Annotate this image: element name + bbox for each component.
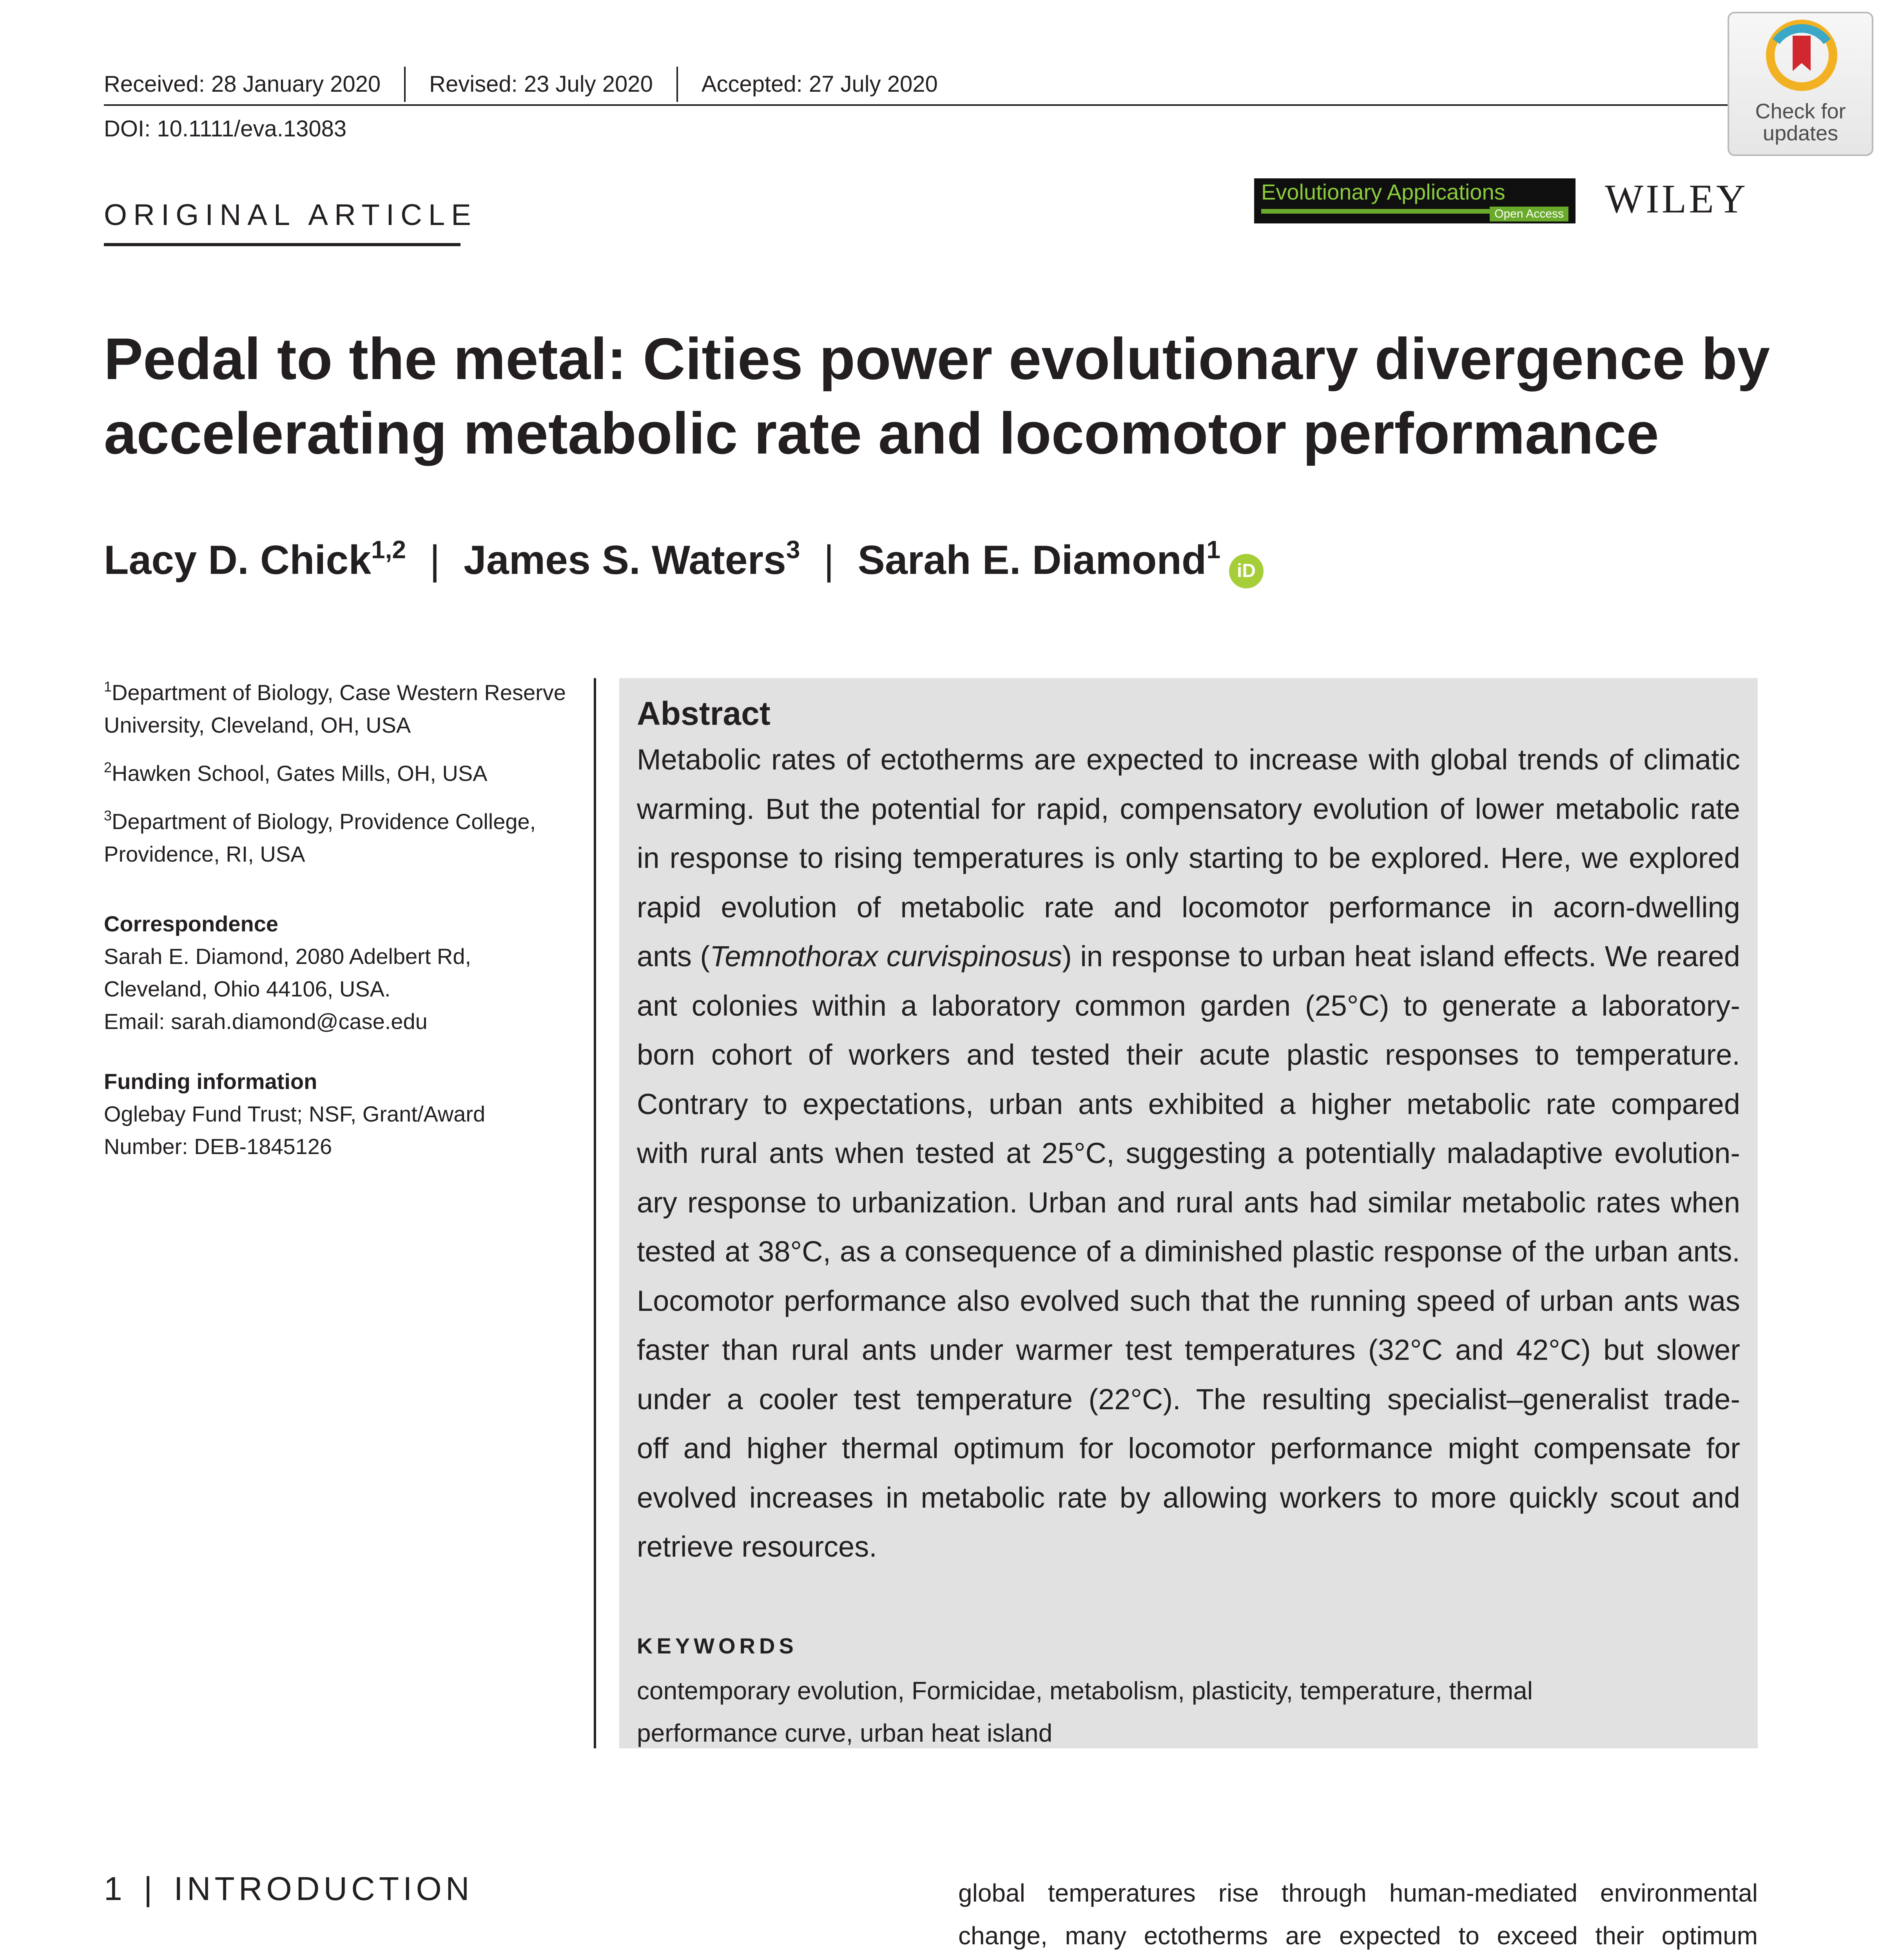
abstract-line: born cohort of workers and tested their acute plastic responses to temperature. bbox=[637, 1038, 1740, 1071]
column-divider bbox=[594, 678, 596, 1748]
abstract-line: warming. But the potential for rapid, compensatory evolution of lower metabolic rate bbox=[637, 792, 1740, 825]
abstract-line: Contrary to expectations, urban ants exhibited a higher metabolic rate compared bbox=[637, 1087, 1740, 1120]
abstract-line: ants (Temnothorax curvispinosus) in response to urban heat island effects. We reared bbox=[637, 940, 1741, 973]
abstract-line: under a cooler test temperature (22°C). The resulting specialist–generalist trade- bbox=[637, 1383, 1740, 1416]
check-for-updates-label: Check for updates bbox=[1755, 100, 1846, 145]
keywords-list: contemporary evolution, Formicidae, metabolism, plasticity, temperature, thermal performance curve, urban heat island bbox=[637, 1676, 1533, 1747]
funding-line: Number: DEB-1845126 bbox=[104, 1134, 332, 1159]
author-name[interactable]: Lacy D. Chick$^{1,2}$ bbox=[104, 535, 406, 583]
intro-column-right bbox=[958, 1872, 1758, 1960]
title-line: Pedal to the metal: Cities power evolutionary divergence by bbox=[104, 326, 1770, 392]
journal-logo-name: Evolutionary Applications bbox=[1261, 180, 1505, 204]
body-text-line bbox=[104, 1958, 897, 1960]
abstract-heading: Abstract bbox=[637, 695, 771, 732]
section-heading: 1 | INTRODUCTION bbox=[104, 1870, 473, 1907]
article-type-underline bbox=[104, 243, 461, 246]
publisher-logo[interactable]: WILEY bbox=[1605, 176, 1748, 221]
accepted-date: Accepted: 27 July 2020 bbox=[676, 67, 961, 102]
author-info-column bbox=[104, 670, 586, 1163]
open-access-badge: Open Access bbox=[1490, 207, 1568, 221]
affiliation: $^2$Hawken School, Gates Mills, OH, USA bbox=[104, 759, 488, 786]
abstract-line: ant colonies within a laboratory common garden (25°C) to generate a laboratory- bbox=[637, 989, 1740, 1022]
article-type: ORIGINAL ARTICLE bbox=[104, 198, 477, 232]
author-name[interactable]: James S. Waters$^3$ bbox=[464, 535, 800, 583]
title-line: accelerating metabolic rate and locomotor performance bbox=[104, 400, 1659, 466]
orcid-icon[interactable]: iD bbox=[1229, 554, 1264, 588]
check-for-updates-button[interactable] bbox=[1728, 12, 1873, 156]
abstract-line: in response to rising temperatures is only starting to be explored. Here, we explored bbox=[637, 842, 1740, 874]
affiliation: $^1$Department of Biology, Case Western Reserve University, Cleveland, OH, USA bbox=[104, 679, 566, 737]
correspondence-line: Cleveland, Ohio 44106, USA. bbox=[104, 976, 391, 1001]
funding-line: Oglebay Fund Trust; NSF, Grant/Award bbox=[104, 1102, 486, 1126]
abstract-line: evolved increases in metabolic rate by allowing workers to more quickly scout and bbox=[637, 1481, 1740, 1514]
abstract-line: ary response to urbanization. Urban and rural ants had similar metabolic rates when bbox=[637, 1186, 1740, 1219]
abstract-line: with rural ants when tested at 25°C, suggesting a potentially maladaptive evolution- bbox=[637, 1137, 1740, 1169]
article-title bbox=[104, 321, 1789, 470]
abstract-line: Metabolic rates of ectotherms are expected to increase with global trends of climatic bbox=[637, 743, 1740, 776]
received-date: Received: 28 January 2020 bbox=[104, 71, 381, 97]
affiliation: $^3$Department of Biology, Providence College, Providence, RI, USA bbox=[104, 808, 536, 866]
body-text-line bbox=[958, 1957, 1758, 1960]
author-separator: | bbox=[823, 537, 834, 583]
intro-column-left bbox=[104, 1958, 897, 1960]
abstract-line: Locomotor performance also evolved such that the running speed of urban ants was bbox=[637, 1284, 1740, 1317]
abstract-line: faster than rural ants under warmer test temperatures (32°C and 42°C) but slower bbox=[637, 1334, 1740, 1366]
correspondence-email[interactable]: Email: sarah.diamond@case.edu bbox=[104, 1009, 428, 1034]
author-list bbox=[104, 535, 1264, 585]
abstract-line: rapid evolution of metabolic rate and locomotor performance in acorn-dwelling bbox=[637, 891, 1740, 924]
correspondence-line: Sarah E. Diamond, 2080 Adelbert Rd, bbox=[104, 944, 471, 969]
abstract-line: retrieve resources. bbox=[637, 1530, 877, 1563]
author-separator: | bbox=[430, 537, 441, 583]
abstract-body bbox=[637, 735, 1740, 1572]
revised-date: Revised: 23 July 2020 bbox=[404, 67, 676, 102]
doi: DOI: 10.1111/eva.13083 bbox=[104, 116, 347, 142]
header-divider bbox=[104, 104, 1758, 106]
funding-heading: Funding information bbox=[104, 1069, 317, 1094]
abstract-line: off and higher thermal optimum for locomotor performance might compensate for bbox=[637, 1432, 1740, 1465]
body-text-line: change, many ectotherms are expected to exceed their optimum bbox=[958, 1922, 1758, 1950]
journal-logo[interactable] bbox=[1254, 178, 1576, 223]
crossmark-icon bbox=[1764, 18, 1839, 96]
correspondence-heading: Correspondence bbox=[104, 911, 278, 936]
keywords-heading: KEYWORDS bbox=[637, 1633, 798, 1658]
abstract-line: tested at 38°C, as a consequence of a diminished plastic response of the urban ants. bbox=[637, 1235, 1740, 1268]
abstract-box bbox=[619, 678, 1758, 1748]
article-dates bbox=[104, 69, 961, 100]
author-name[interactable]: Sarah E. Diamond$^1$ bbox=[858, 535, 1221, 583]
body-text-line: global temperatures rise through human-mediated environmental bbox=[958, 1879, 1758, 1907]
